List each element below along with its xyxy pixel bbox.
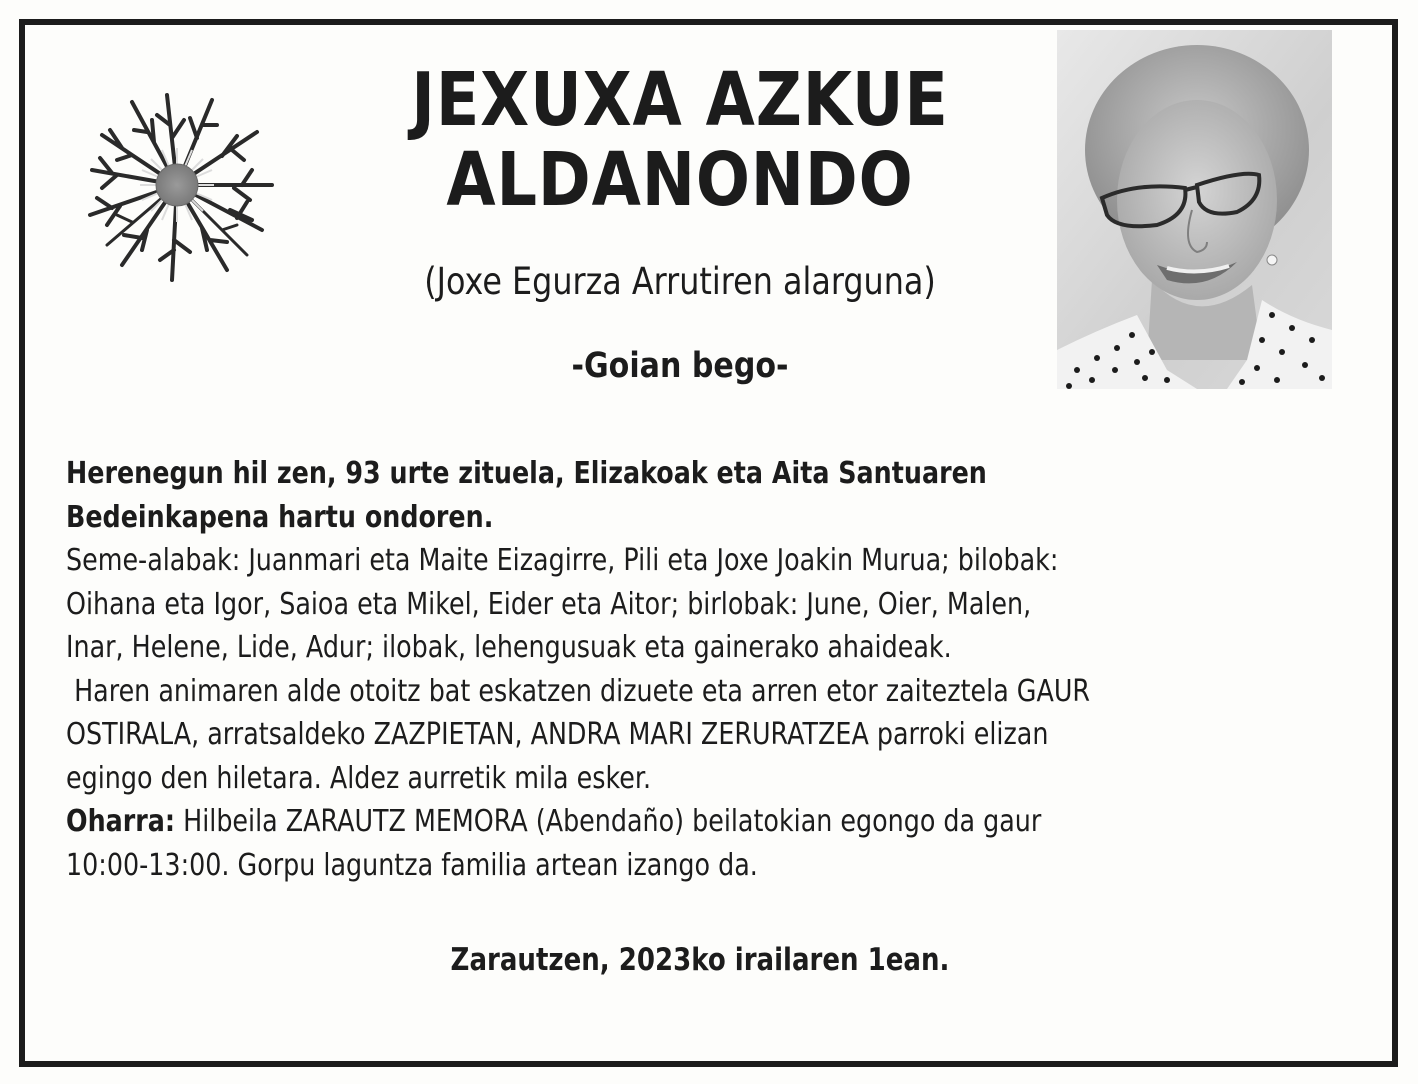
portrait-photo [1057, 30, 1332, 389]
eguzkilore-thistle-icon [62, 70, 292, 300]
funeral-line-1: Haren animaren alde otoitz bat eskatzen dizuete eta arren etor zaiteztela GAUR [66, 673, 1091, 709]
note-label: Oharra: [66, 804, 176, 839]
death-announcement-line-2: Bedeinkapena hartu ondoren. [66, 499, 494, 535]
name-line-2: ALDANONDO [446, 137, 914, 223]
family-line-3: Inar, Helene, Lide, Adur; ilobak, lehengusuak eta gainerako ahaideak. [66, 630, 952, 665]
place-and-date-signoff: Zarautzen, 2023ko irailaren 1ean. [450, 942, 950, 978]
note-line-2: 10:00-13:00. Gorpu laguntza familia artean izango da. [66, 847, 758, 883]
funeral-line-3: egingo den hiletara. Aldez aurretik mila esker. [66, 760, 652, 796]
funeral-line-2: OSTIRALA, arratsaldeko ZAZPIETAN, ANDRA MARI ZERURATZEA parroki elizan [66, 717, 1049, 752]
note-text: Hilbeila ZARAUTZ MEMORA (Abendaño) beilatokian egongo da gaur [175, 804, 1042, 839]
deceased-name-heading [353, 57, 1007, 223]
rest-in-peace-line: -Goian bego- [571, 346, 789, 386]
family-line-2: Oihana eta Igor, Saioa eta Mikel, Eider eta Aitor; birlobak: June, Oier, Malen, [66, 586, 1032, 622]
name-line-1: JEXUXA AZKUE [411, 57, 949, 143]
death-announcement-line-1: Herenegun hil zen, 93 urte zituela, Elizakoak eta Aita Santuaren [66, 456, 987, 491]
note-line-1 [66, 800, 1231, 844]
widow-of-subtitle: (Joxe Egurza Arrutiren alarguna) [424, 260, 936, 303]
family-line-1: Seme-alabak: Juanmari eta Maite Eizagirre, Pili eta Joxe Joakin Murua; bilobak: [66, 543, 1059, 578]
obituary-body [66, 452, 1231, 887]
